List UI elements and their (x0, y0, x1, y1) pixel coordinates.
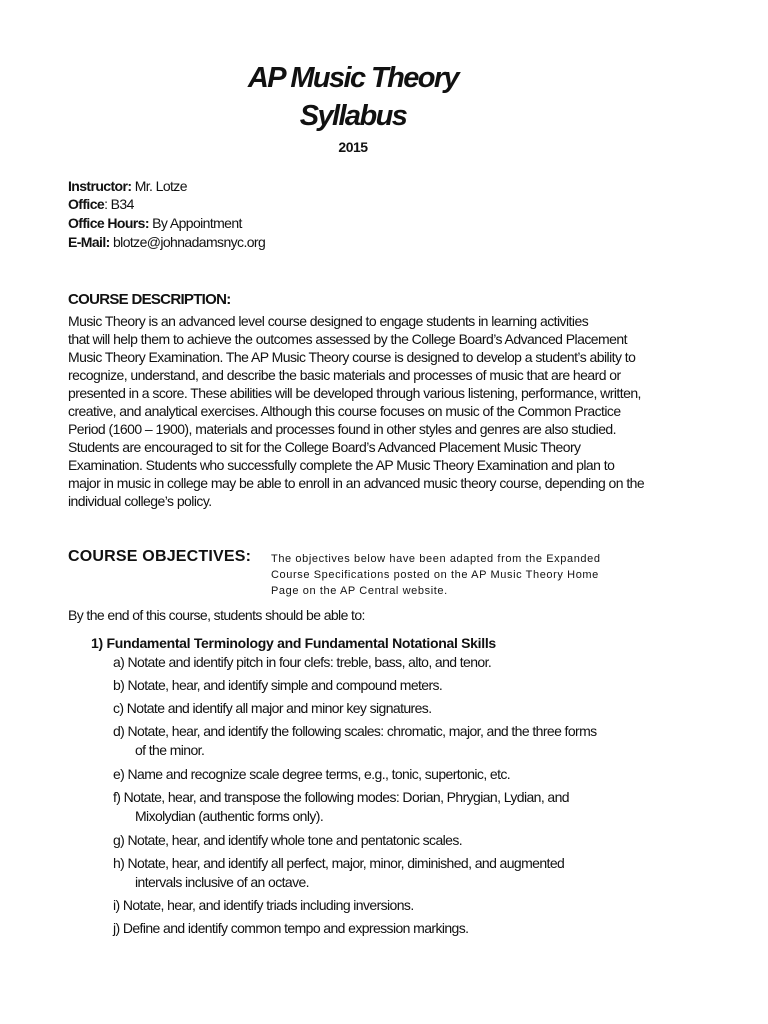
description-line: major in music in college may be able to enroll in an advanced music theory course, depending on the (68, 475, 645, 491)
objectives-note-line: Page on the AP Central website. (271, 585, 448, 597)
objective-item: f) Notate, hear, and transpose the following modes: Dorian, Phrygian, Lydian, and (113, 789, 569, 805)
objective-item: c) Notate and identify all major and minor key signatures. (113, 700, 432, 716)
document-subtitle: Syllabus (299, 100, 407, 132)
description-line: Music Theory is an advanced level course designed to engage students in learning activities (68, 313, 589, 329)
instructor-label: Instructor: (68, 178, 132, 194)
document-title: AP Music Theory (247, 62, 459, 94)
objectives-note-line: Course Specifications posted on the AP Music Theory Home (271, 569, 599, 581)
office-hours-label: Office Hours: (68, 215, 149, 231)
objective-item: j) Define and identify common tempo and expression markings. (113, 920, 469, 936)
description-line: Students are encouraged to sit for the College Board’s Advanced Placement Music Theory (68, 439, 581, 455)
objective-item: d) Notate, hear, and identify the following scales: chromatic, major, and the three forms (113, 723, 597, 739)
objectives-section-title: 1) Fundamental Terminology and Fundamental Notational Skills (91, 635, 496, 651)
objective-item: i) Notate, hear, and identify triads including inversions. (113, 897, 414, 913)
objective-item: e) Name and recognize scale degree terms, e.g., tonic, supertonic, etc. (113, 766, 511, 782)
office-label: Office (68, 196, 105, 212)
description-line: Period (1600 – 1900), materials and processes found in other styles and genres are also studied. (68, 421, 617, 437)
office-hours-line (68, 214, 242, 232)
description-line: creative, and analytical exercises. Although this course focuses on music of the Common Practice (68, 403, 621, 419)
email-value: blotze@johnadamsnyc.org (109, 234, 266, 250)
objective-item: h) Notate, hear, and identify all perfect, major, minor, diminished, and augmented (113, 855, 565, 871)
objectives-intro: By the end of this course, students should be able to: (68, 607, 365, 623)
description-line: Examination. Students who successfully complete the AP Music Theory Examination and plan to (68, 457, 615, 473)
email-line (68, 233, 265, 251)
objectives-note-line: The objectives below have been adapted from the Expanded (271, 553, 601, 565)
instructor-line (68, 177, 187, 195)
objective-item-continuation: intervals inclusive of an octave. (135, 874, 309, 890)
objective-item-continuation: of the minor. (135, 742, 205, 758)
description-line: that will help them to achieve the outcomes assessed by the College Board’s Advanced Placement (68, 331, 627, 347)
office-value: : B34 (104, 196, 134, 212)
description-line: Music Theory Examination. The AP Music Theory course is designed to develop a student’s ability to (68, 349, 636, 365)
office-line (68, 195, 134, 213)
course-description-heading: COURSE DESCRIPTION: (68, 291, 231, 308)
objective-item: g) Notate, hear, and identify whole tone and pentatonic scales. (113, 832, 463, 848)
objective-item-continuation: Mixolydian (authentic forms only). (135, 808, 324, 824)
instructor-value: Mr. Lotze (131, 178, 187, 194)
office-hours-value: By Appointment (148, 215, 242, 231)
objective-item: a) Notate and identify pitch in four clefs: treble, bass, alto, and tenor. (113, 654, 492, 670)
document-year: 2015 (338, 139, 368, 155)
email-label: E-Mail: (68, 234, 110, 250)
description-line: presented in a score. These abilities will be developed through various listening, performance, written, (68, 385, 641, 401)
description-line: individual college’s policy. (68, 493, 212, 509)
course-objectives-heading: COURSE OBJECTIVES: (68, 548, 252, 565)
objective-item: b) Notate, hear, and identify simple and compound meters. (113, 677, 443, 693)
description-line: recognize, understand, and describe the basic materials and processes of music that are heard or (68, 367, 621, 383)
